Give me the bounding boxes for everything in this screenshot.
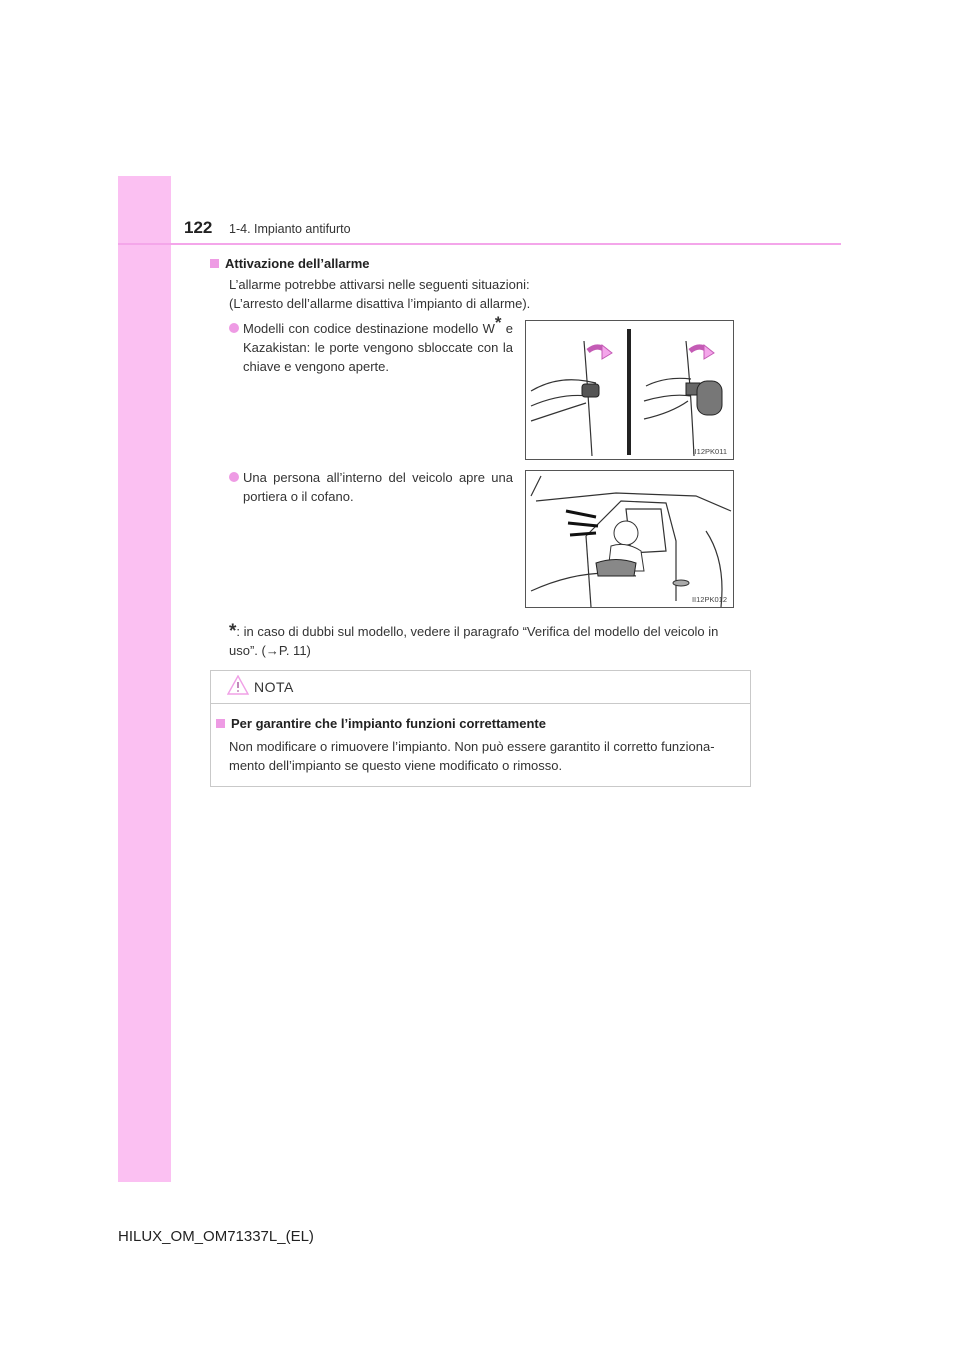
bullet-text: Una persona all’interno del veicolo apre una portiera o il cofano.	[243, 470, 513, 504]
footnote	[229, 622, 749, 660]
header-divider	[118, 243, 841, 245]
page-number: 122	[184, 218, 213, 237]
door-open-illustration	[526, 471, 733, 607]
intro-line-1: L’allarme potrebbe attivarsi nelle seguenti situazioni:	[229, 277, 530, 292]
key-unlock-illustration	[526, 321, 733, 459]
warning-triangle-icon	[227, 675, 249, 695]
bullet-item-key-unlock	[229, 313, 513, 376]
figure-key-unlock	[525, 320, 734, 460]
notice-box	[210, 670, 751, 787]
figure-door-open	[525, 470, 734, 608]
square-bullet-icon	[216, 719, 225, 728]
notice-title: NOTA	[254, 679, 294, 695]
bullet-text: Modelli con codice destinazione modello W* e Kazakistan: le porte vengono sbloccate con la chiave e vengono aperte.	[243, 313, 513, 374]
intro-line-2: (L’arresto dell’allarme disattiva l’impianto di allarme).	[229, 296, 531, 311]
notice-header	[211, 671, 750, 704]
bullet-item-door-open	[229, 468, 513, 506]
notice-body: Non modificare o rimuovere l’impianto. Non può essere garantito il corretto funziona-mento dell’impianto se questo viene modificato o rimosso.	[229, 739, 715, 773]
document-code: HILUX_OM_OM71337L_(EL)	[118, 1228, 314, 1245]
footnote-text: : in caso di dubbi sul modello, vedere il paragrafo “Verifica del modello del veicolo in uso”. (→P. 11)	[229, 624, 719, 658]
round-bullet-icon	[229, 323, 239, 333]
section-heading	[210, 256, 370, 271]
square-bullet-icon	[210, 259, 219, 268]
asterisk-mark: *	[494, 313, 502, 332]
figure-code: II12PK011	[692, 447, 727, 456]
figure-code: II12PK012	[691, 595, 727, 604]
notice-subheading: Per garantire che l’impianto funzioni correttamente	[216, 716, 546, 731]
section-title: 1-4. Impianto antifurto	[229, 222, 351, 236]
asterisk-mark: *	[229, 621, 237, 642]
heading-text: Attivazione dell’allarme	[225, 256, 370, 271]
round-bullet-icon	[229, 472, 239, 482]
chapter-side-tab	[118, 176, 171, 1182]
